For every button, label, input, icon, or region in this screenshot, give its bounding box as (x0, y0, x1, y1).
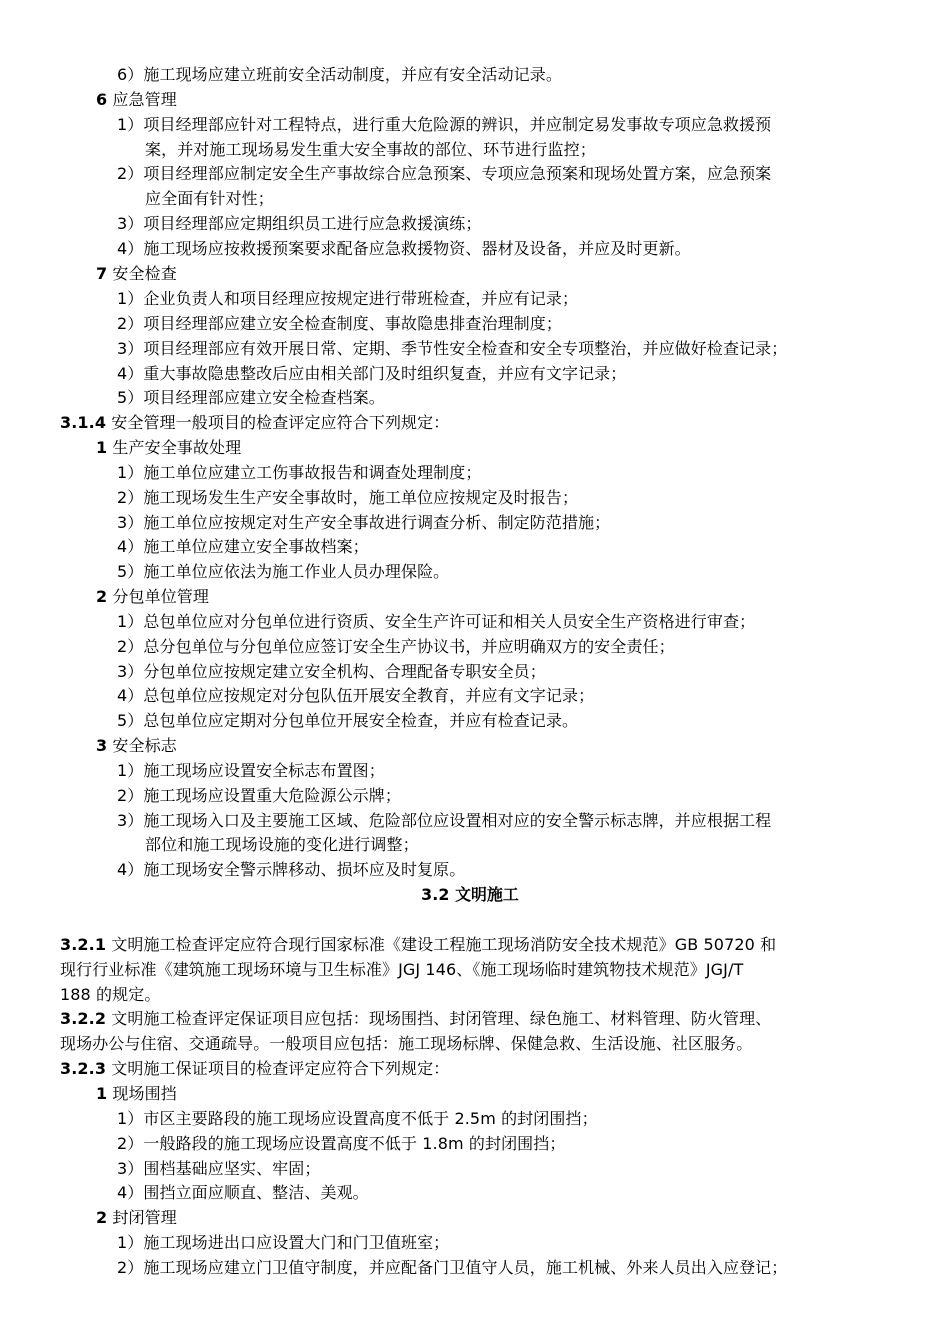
list-item: 3）施工现场入口及主要施工区域、危险部位应设置相对应的安全警示标志牌，并应根据工程 (117, 811, 772, 830)
list-item-continuation: 部位和施工现场设施的变化进行调整； (145, 835, 419, 854)
subsection-title: 分包单位管理 (112, 587, 210, 606)
list-item: 2）项目经理部应建立安全检查制度、事故隐患排查治理制度； (117, 314, 562, 333)
list-item: 2）一般路段的施工现场应设置高度不低于 1.8m 的封闭围挡； (117, 1134, 566, 1153)
list-item: 4）总包单位应按规定对分包队伍开展安全教育，并应有文字记录； (117, 686, 595, 705)
clause-number: 3.2.3 (60, 1059, 107, 1078)
clause-heading (60, 1057, 449, 1081)
list-item-continuation: 案，并对施工现场易发生重大安全事故的部位、环节进行监控； (145, 140, 596, 159)
list-item: 2）施工现场发生生产安全事故时，施工单位应按规定及时报告； (117, 488, 579, 507)
list-item: 2）总分包单位与分包单位应签订安全生产协议书，并应明确双方的安全责任； (117, 637, 675, 656)
subsection-title: 封闭管理 (112, 1208, 177, 1227)
section-title (0, 883, 940, 907)
list-item: 1）施工现场进出口应设置大门和门卫值班室； (117, 1233, 450, 1252)
clause-text-line: 现场办公与住宿、交通疏导。一般项目应包括：施工现场标牌、保健急救、生活设施、社区服务。 (60, 1034, 753, 1053)
clause-heading (60, 411, 449, 435)
list-item: 1）企业负责人和项目经理应按规定进行带班检查，并应有记录； (117, 289, 579, 308)
subsection-heading (96, 734, 177, 758)
list-item: 3）分包单位应按规定建立安全机构、合理配备专职安全员； (117, 662, 546, 681)
clause-text-line: 现行行业标准《建筑施工现场环境与卫生标准》JGJ 146、《施工现场临时建筑物技术规范》JGJ/T (60, 960, 744, 979)
list-item: 5）项目经理部应建立安全检查档案。 (117, 388, 385, 407)
list-item: 4）施工单位应建立安全事故档案； (117, 537, 369, 556)
section-number: 3.2 (421, 885, 450, 904)
subsection-title: 生产安全事故处理 (112, 438, 242, 457)
clause-text: 文明施工保证项目的检查评定应符合下列规定： (111, 1059, 450, 1078)
list-item: 3）围档基础应坚实、牢固； (117, 1159, 321, 1178)
clause-number: 3.2.1 (60, 935, 107, 954)
list-item: 1）项目经理部应针对工程特点，进行重大危险源的辨识，并应制定易发事故专项应急救援预 (117, 115, 772, 134)
list-item: 2）施工现场应建立门卫值守制度，并应配备门卫值守人员，施工机械、外来人员出入应登记； (117, 1258, 788, 1277)
subsection-number: 2 (96, 587, 108, 606)
list-item: 2）施工现场应设置重大危险源公示牌； (117, 786, 401, 805)
list-item-continuation: 应全面有针对性； (145, 189, 274, 208)
list-item: 1）施工现场应设置安全标志布置图； (117, 761, 385, 780)
list-item: 6）施工现场应建立班前安全活动制度，并应有安全活动记录。 (117, 65, 562, 84)
list-item: 3）项目经理部应定期组织员工进行应急救援演练； (117, 214, 482, 233)
list-item: 3）施工单位应按规定对生产安全事故进行调查分析、制定防范措施； (117, 513, 611, 532)
clause-text: 文明施工检查评定保证项目应包括：现场围挡、封闭管理、绿色施工、材料管理、防火管理、 (111, 1009, 772, 1028)
subsection-heading (96, 1082, 177, 1106)
list-item: 1）施工单位应建立工伤事故报告和调查处理制度； (117, 463, 482, 482)
subsection-heading (96, 585, 209, 609)
list-item: 1）总包单位应对分包单位进行资质、安全生产许可证和相关人员安全生产资格进行审查； (117, 612, 756, 631)
subsection-title: 应急管理 (112, 90, 177, 109)
subsection-number: 2 (96, 1208, 108, 1227)
clause-paragraph (60, 933, 776, 957)
subsection-heading (96, 1206, 177, 1230)
subsection-number: 7 (96, 264, 108, 283)
list-item: 4）施工现场安全警示牌移动、损坏应及时复原。 (117, 860, 466, 879)
subsection-number: 6 (96, 90, 108, 109)
subsection-heading (96, 262, 177, 286)
subsection-title: 现场围挡 (112, 1084, 177, 1103)
clause-number: 3.2.2 (60, 1009, 107, 1028)
list-item: 1）市区主要路段的施工现场应设置高度不低于 2.5m 的封闭围挡； (117, 1109, 598, 1128)
subsection-title: 安全标志 (112, 736, 177, 755)
list-item: 5）施工单位应依法为施工作业人员办理保险。 (117, 562, 450, 581)
clause-paragraph (60, 1007, 771, 1031)
subsection-heading (96, 88, 177, 112)
subsection-title: 安全检查 (112, 264, 177, 283)
subsection-heading (96, 436, 241, 460)
list-item: 4）围挡立面应顺直、整洁、美观。 (117, 1183, 369, 1202)
list-item: 4）施工现场应按救援预案要求配备应急救援物资、器材及设备，并应及时更新。 (117, 239, 691, 258)
section-name: 文明施工 (455, 885, 519, 904)
clause-text: 安全管理一般项目的检查评定应符合下列规定： (111, 413, 450, 432)
clause-text-line: 188 的规定。 (60, 985, 161, 1004)
subsection-number: 3 (96, 736, 108, 755)
list-item: 5）总包单位应定期对分包单位开展安全检查，并应有检查记录。 (117, 711, 579, 730)
subsection-number: 1 (96, 438, 108, 457)
subsection-number: 1 (96, 1084, 108, 1103)
list-item: 2）项目经理部应制定安全生产事故综合应急预案、专项应急预案和现场处置方案，应急预案 (117, 164, 772, 183)
list-item: 4）重大事故隐患整改后应由相关部门及时组织复查，并应有文字记录； (117, 364, 627, 383)
list-item: 3）项目经理部应有效开展日常、定期、季节性安全检查和安全专项整治，并应做好检查记录； (117, 339, 788, 358)
clause-number: 3.1.4 (60, 413, 107, 432)
clause-text: 文明施工检查评定应符合现行国家标准《建设工程施工现场消防安全技术规范》GB 50720 和 (111, 935, 777, 954)
